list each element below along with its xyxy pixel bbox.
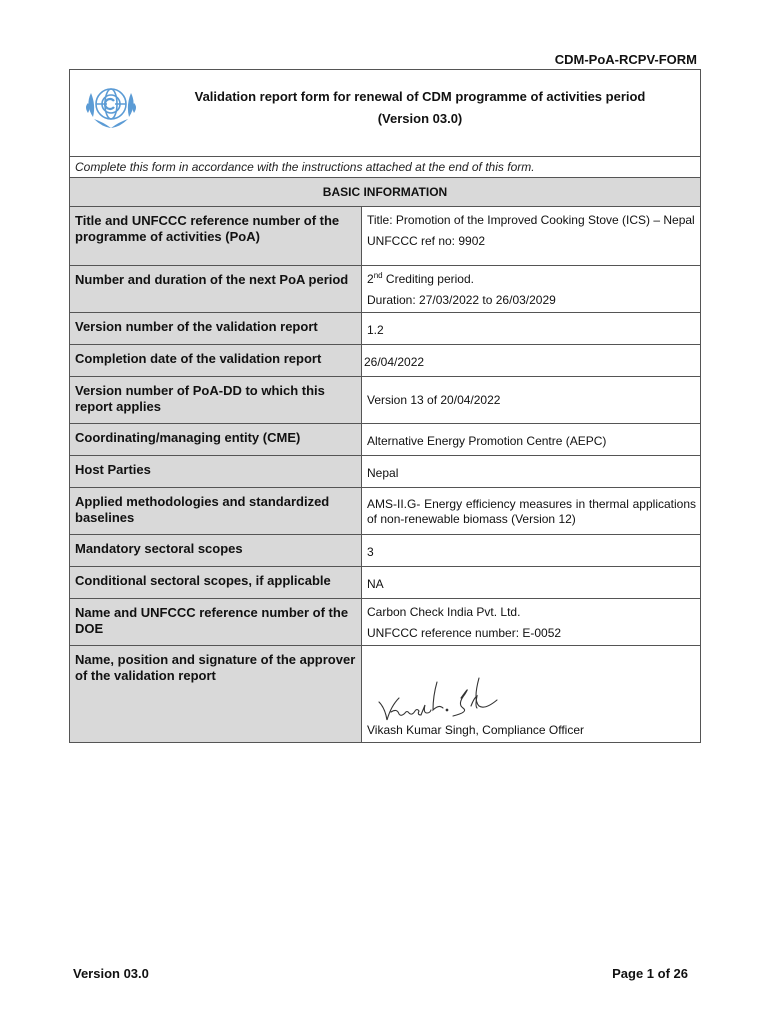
instructions-text: Complete this form in accordance with the instructions attached at the end of this form. (70, 157, 700, 178)
row-host (70, 456, 700, 488)
crediting-period (367, 272, 696, 287)
poa-title: Title: Promotion of the Improved Cooking Stove (ICS) – Nepal (367, 213, 695, 227)
label-poa-dd: Version number of PoA-DD to which this report applies (70, 377, 362, 423)
crediting-period-suffix: nd (373, 271, 383, 280)
value-version: 1.2 (367, 323, 384, 337)
row-mandatory (70, 535, 700, 567)
row-doe (70, 599, 700, 646)
value-mandatory: 3 (367, 545, 374, 559)
signature-area (367, 652, 696, 738)
row-duration (70, 266, 700, 313)
label-doe: Name and UNFCCC reference number of the DOE (70, 599, 362, 645)
value-completion: 26/04/2022 (364, 355, 425, 369)
row-cme (70, 424, 700, 456)
form-table (69, 69, 701, 743)
row-title-ref (70, 207, 700, 266)
unfccc-logo-icon (80, 77, 142, 133)
value-conditional: NA (367, 577, 384, 591)
section-heading: BASIC INFORMATION (70, 178, 700, 207)
approver-name: Vikash Kumar Singh, Compliance Officer (367, 723, 584, 737)
value-host: Nepal (367, 466, 399, 480)
value-title-ref (362, 207, 700, 265)
doe-ref-number: UNFCCC reference number: E-0052 (367, 626, 562, 640)
row-poa-dd (70, 377, 700, 424)
label-conditional: Conditional sectoral scopes, if applicable (70, 567, 362, 598)
period-duration: Duration: 27/03/2022 to 26/03/2029 (367, 293, 556, 307)
value-doe (362, 599, 700, 645)
signature-icon (375, 676, 505, 726)
form-title-line1: Validation report form for renewal of CDM programme of activities period (194, 89, 646, 104)
label-approver: Name, position and signature of the approver of the validation report (70, 646, 362, 742)
value-approver (362, 646, 700, 742)
label-title-ref: Title and UNFCCC reference number of the programme of activities (PoA) (70, 207, 362, 265)
label-host: Host Parties (70, 456, 362, 487)
footer-version: Version 03.0 (73, 966, 149, 981)
label-version: Version number of the validation report (70, 313, 362, 344)
value-duration (362, 266, 700, 312)
crediting-period-text: Crediting period. (382, 272, 474, 286)
form-id: CDM-PoA-RCPV-FORM (554, 52, 697, 67)
poa-ref-number: UNFCCC ref no: 9902 (367, 234, 486, 248)
row-methodologies (70, 488, 700, 535)
value-cme: Alternative Energy Promotion Centre (AEPC) (367, 434, 607, 448)
form-title (150, 86, 690, 130)
label-mandatory: Mandatory sectoral scopes (70, 535, 362, 566)
row-version (70, 313, 700, 345)
row-approver (70, 646, 700, 742)
crediting-period-number: 2 (367, 272, 374, 286)
label-methodologies: Applied methodologies and standardized baselines (70, 488, 362, 534)
doe-name: Carbon Check India Pvt. Ltd. (367, 605, 521, 619)
label-completion: Completion date of the validation report (70, 345, 362, 376)
footer-page-number: Page 1 of 26 (612, 966, 688, 981)
form-title-version: (Version 03.0) (377, 111, 463, 126)
row-conditional (70, 567, 700, 599)
label-cme: Coordinating/managing entity (CME) (70, 424, 362, 455)
label-duration: Number and duration of the next PoA period (70, 266, 362, 312)
row-completion (70, 345, 700, 377)
value-methodologies: AMS-II.G- Energy efficiency measures in thermal applications of non-renewable biomass (Version 12) (367, 497, 696, 526)
form-header (70, 70, 700, 157)
value-poa-dd: Version 13 of 20/04/2022 (367, 393, 501, 407)
